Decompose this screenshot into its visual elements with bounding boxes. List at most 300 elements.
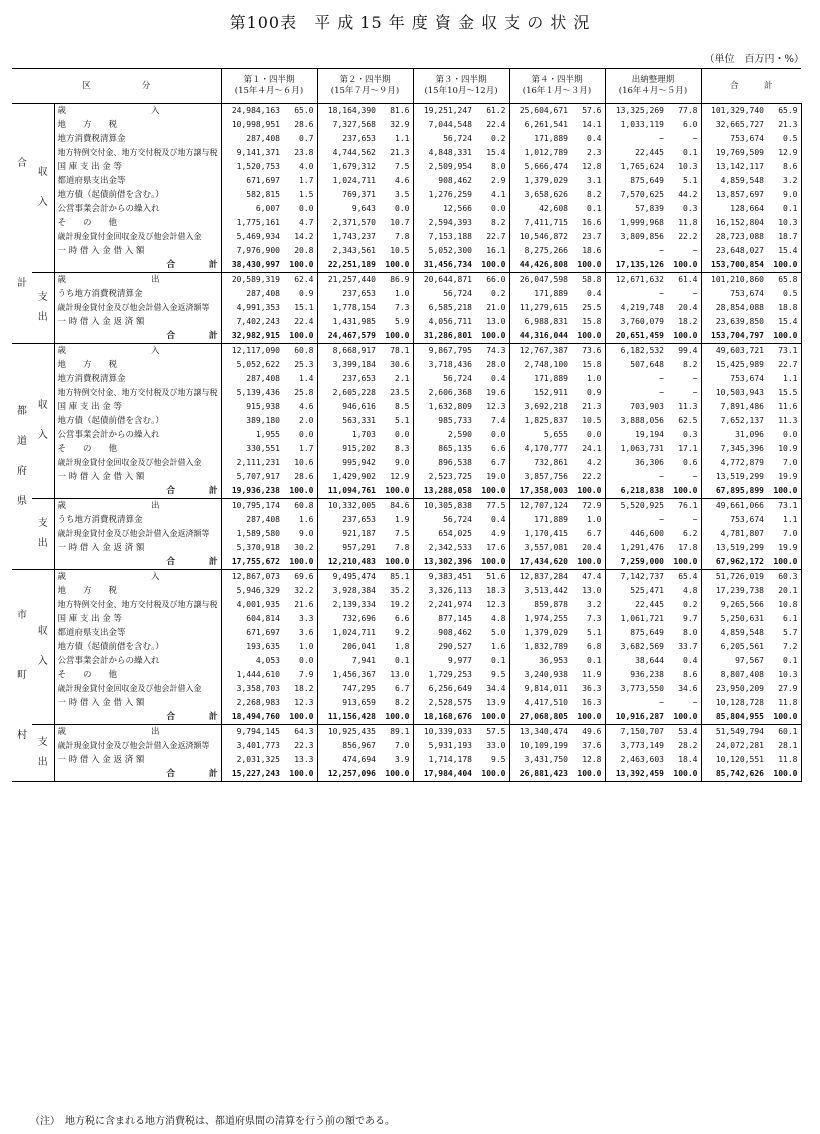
- percent-cell: 28.2: [667, 739, 701, 753]
- amount-cell: 38,644: [635, 656, 664, 665]
- amount-cell: 1,743,237: [332, 232, 376, 241]
- amount-cell: −: [659, 388, 664, 397]
- amount-cell: 3,760,079: [620, 317, 664, 326]
- table-row: [12, 344, 801, 359]
- percent-cell: 65.9: [767, 104, 801, 119]
- percent-cell: 8.6: [667, 668, 701, 682]
- percent-cell: 73.6: [571, 344, 605, 359]
- amount-cell: 330,551: [246, 444, 280, 453]
- amount-cell: 2,031,325: [236, 755, 280, 764]
- table-row: [12, 739, 801, 753]
- row-total-label: 合 計: [54, 258, 221, 273]
- amount-cell: 4,781,807: [720, 529, 764, 538]
- amount-cell: 171,889: [534, 289, 568, 298]
- percent-cell: 4.6: [379, 174, 413, 188]
- amount-cell: 31,456,734: [413, 258, 475, 273]
- percent-cell: 47.4: [571, 570, 605, 585]
- page-title: 第100表 平 成 15 年 度 資 金 収 支 の 状 況: [229, 13, 591, 32]
- amount-cell: 3,513,442: [524, 586, 568, 595]
- table-row: [12, 386, 801, 400]
- amount-cell: 604,814: [246, 614, 280, 623]
- percent-cell: 100.0: [767, 767, 801, 782]
- percent-cell: 100.0: [475, 767, 509, 782]
- amount-cell: 3,718,436: [428, 360, 472, 369]
- percent-cell: 12.9: [379, 470, 413, 484]
- amount-cell: 2,268,983: [236, 698, 280, 707]
- subsection-label: 収 入: [32, 570, 54, 725]
- percent-cell: 1.5: [283, 188, 317, 202]
- percent-cell: 69.6: [283, 570, 317, 585]
- percent-cell: 78.1: [379, 344, 413, 359]
- amount-cell: 5,250,631: [720, 614, 764, 623]
- amount-cell: 446,600: [630, 529, 664, 538]
- amount-cell: 10,305,838: [423, 501, 472, 510]
- amount-cell: 6,256,649: [428, 684, 472, 693]
- amount-cell: 56,724: [443, 134, 472, 143]
- amount-cell: 753,674: [730, 134, 764, 143]
- percent-cell: 4.0: [283, 160, 317, 174]
- percent-cell: 0.2: [667, 598, 701, 612]
- percent-cell: 5.1: [379, 414, 413, 428]
- percent-cell: 11.8: [667, 216, 701, 230]
- percent-cell: 10.3: [767, 668, 801, 682]
- percent-cell: 100.0: [667, 258, 701, 273]
- percent-cell: 0.0: [475, 202, 509, 216]
- percent-cell: −: [667, 244, 701, 258]
- table-row: [12, 654, 801, 668]
- percent-cell: 1.1: [767, 513, 801, 527]
- amount-cell: 769,371: [342, 190, 376, 199]
- amount-cell: 9,794,145: [236, 727, 280, 736]
- percent-cell: 0.4: [475, 513, 509, 527]
- percent-cell: −: [667, 696, 701, 710]
- row-label: 公営事業会計からの繰入れ: [54, 428, 221, 442]
- percent-cell: 15.8: [571, 315, 605, 329]
- amount-cell: 2,343,561: [332, 246, 376, 255]
- amount-cell: 10,339,033: [423, 727, 472, 736]
- table-row: [12, 442, 801, 456]
- row-label: 国 庫 支 出 金 等: [54, 612, 221, 626]
- amount-cell: 13,325,269: [615, 106, 664, 115]
- table-row: [12, 541, 801, 555]
- percent-cell: 0.2: [475, 287, 509, 301]
- percent-cell: 15.4: [767, 315, 801, 329]
- amount-cell: 7,411,715: [524, 218, 568, 227]
- row-label: 地方債（起債前借を含む。）: [54, 188, 221, 202]
- amount-cell: −: [659, 374, 664, 383]
- amount-cell: 18,494,760: [221, 710, 283, 725]
- amount-cell: 4,417,510: [524, 698, 568, 707]
- table-row: [12, 456, 801, 470]
- percent-cell: 1.0: [571, 372, 605, 386]
- amount-cell: 1,033,119: [620, 120, 664, 129]
- amount-cell: 5,370,918: [236, 543, 280, 552]
- amount-cell: 1,703: [351, 430, 376, 439]
- percent-cell: 19.0: [475, 470, 509, 484]
- percent-cell: 10.5: [571, 414, 605, 428]
- amount-cell: 32,982,915: [221, 329, 283, 344]
- amount-cell: 10,795,174: [231, 501, 280, 510]
- percent-cell: 11.3: [767, 414, 801, 428]
- amount-cell: 389,180: [246, 416, 280, 425]
- percent-cell: 15.8: [571, 358, 605, 372]
- table-row: [12, 160, 801, 174]
- table-row: [12, 188, 801, 202]
- amount-cell: 3,773,550: [620, 684, 664, 693]
- percent-cell: 100.0: [379, 484, 413, 499]
- percent-cell: 16.6: [571, 216, 605, 230]
- table-row: [12, 499, 801, 514]
- amount-cell: 9,814,011: [524, 684, 568, 693]
- table-row: [12, 329, 801, 344]
- percent-cell: 65.8: [767, 273, 801, 288]
- row-total-label: 合 計: [54, 555, 221, 570]
- amount-cell: 2,594,393: [428, 218, 472, 227]
- table-row: [12, 470, 801, 484]
- row-label: 地 方 税: [54, 118, 221, 132]
- percent-cell: 100.0: [667, 710, 701, 725]
- percent-cell: 100.0: [379, 258, 413, 273]
- row-label: 地 方 税: [54, 584, 221, 598]
- percent-cell: 17.6: [475, 541, 509, 555]
- amount-cell: 15,425,989: [715, 360, 764, 369]
- amount-cell: 671,697: [246, 176, 280, 185]
- header-q1: 第１・四半期 (15年４月〜６月): [221, 69, 317, 104]
- percent-cell: 25.5: [571, 301, 605, 315]
- amount-cell: 2,590: [447, 430, 472, 439]
- percent-cell: 44.2: [667, 188, 701, 202]
- amount-cell: 2,748,100: [524, 360, 568, 369]
- amount-cell: 3,557,081: [524, 543, 568, 552]
- percent-cell: 0.0: [283, 202, 317, 216]
- table-row: [12, 146, 801, 160]
- percent-cell: 100.0: [571, 767, 605, 782]
- amount-cell: 753,674: [730, 374, 764, 383]
- percent-cell: 7.9: [283, 668, 317, 682]
- percent-cell: 100.0: [379, 710, 413, 725]
- table-row: [12, 767, 801, 782]
- amount-cell: 287,408: [246, 134, 280, 143]
- amount-cell: 908,462: [438, 176, 472, 185]
- percent-cell: 9.0: [283, 527, 317, 541]
- amount-cell: 51,549,794: [715, 727, 764, 736]
- amount-cell: 17,239,738: [715, 586, 764, 595]
- amount-cell: 12,117,090: [231, 346, 280, 355]
- amount-cell: 1,456,367: [332, 670, 376, 679]
- amount-cell: 1,012,789: [524, 148, 568, 157]
- percent-cell: 0.1: [475, 654, 509, 668]
- percent-cell: 12.3: [475, 400, 509, 414]
- percent-cell: −: [667, 386, 701, 400]
- amount-cell: 17,434,620: [509, 555, 571, 570]
- row-label: 歳 入: [54, 104, 221, 119]
- amount-cell: 18,168,676: [413, 710, 475, 725]
- percent-cell: 28.6: [283, 470, 317, 484]
- amount-cell: 22,251,189: [317, 258, 379, 273]
- table-row: [12, 598, 801, 612]
- amount-cell: 13,519,299: [715, 472, 764, 481]
- percent-cell: 12.8: [571, 753, 605, 767]
- amount-cell: 17,135,126: [605, 258, 667, 273]
- amount-cell: 49,661,066: [715, 501, 764, 510]
- amount-cell: 5,666,474: [524, 162, 568, 171]
- percent-cell: 3.6: [283, 626, 317, 640]
- percent-cell: 100.0: [475, 329, 509, 344]
- percent-cell: 100.0: [667, 484, 701, 499]
- amount-cell: 10,546,872: [519, 232, 568, 241]
- percent-cell: 60.1: [767, 725, 801, 740]
- row-label: 地方消費税清算金: [54, 132, 221, 146]
- percent-cell: 73.1: [767, 499, 801, 514]
- table-row: [12, 570, 801, 585]
- amount-cell: 9,495,474: [332, 572, 376, 581]
- percent-cell: 5.0: [475, 626, 509, 640]
- amount-cell: 22,445: [635, 600, 664, 609]
- amount-cell: 875,649: [630, 176, 664, 185]
- row-total-label: 合 計: [54, 484, 221, 499]
- header-total: 合 計: [701, 69, 801, 104]
- amount-cell: 23,648,027: [715, 246, 764, 255]
- row-label: 歳 出: [54, 499, 221, 514]
- amount-cell: 10,109,199: [519, 741, 568, 750]
- percent-cell: 28.6: [283, 118, 317, 132]
- amount-cell: 36,306: [635, 458, 664, 467]
- amount-cell: 128,664: [730, 204, 764, 213]
- amount-cell: 4,744,562: [332, 148, 376, 157]
- percent-cell: 8.5: [379, 400, 413, 414]
- table-row: [12, 753, 801, 767]
- amount-cell: 12,210,483: [317, 555, 379, 570]
- amount-cell: 19,194: [635, 430, 664, 439]
- section-group-label: 市 町 村: [12, 570, 32, 782]
- amount-cell: 5,520,925: [620, 501, 664, 510]
- percent-cell: 22.2: [667, 230, 701, 244]
- percent-cell: 17.8: [667, 541, 701, 555]
- amount-cell: 67,895,899: [701, 484, 767, 499]
- percent-cell: 10.6: [283, 456, 317, 470]
- amount-cell: 32,665,727: [715, 120, 764, 129]
- amount-cell: 12,767,387: [519, 346, 568, 355]
- percent-cell: 0.9: [283, 287, 317, 301]
- percent-cell: 7.0: [767, 527, 801, 541]
- percent-cell: 0.4: [475, 372, 509, 386]
- percent-cell: 7.5: [379, 527, 413, 541]
- amount-cell: 7,570,625: [620, 190, 664, 199]
- percent-cell: 6.7: [571, 527, 605, 541]
- percent-cell: −: [667, 287, 701, 301]
- percent-cell: 6.2: [667, 527, 701, 541]
- percent-cell: 1.1: [767, 372, 801, 386]
- amount-cell: 13,142,117: [715, 162, 764, 171]
- percent-cell: 12.3: [475, 598, 509, 612]
- percent-cell: 0.0: [767, 428, 801, 442]
- percent-cell: 21.3: [571, 400, 605, 414]
- amount-cell: 12,867,073: [231, 572, 280, 581]
- percent-cell: 18.2: [283, 682, 317, 696]
- percent-cell: 1.0: [283, 640, 317, 654]
- percent-cell: 57.5: [475, 725, 509, 740]
- row-label: 地方特例交付金、地方交付税及び地方譲与税: [54, 386, 221, 400]
- subsection-label: 収 入: [32, 344, 54, 499]
- percent-cell: 22.4: [475, 118, 509, 132]
- amount-cell: 896,538: [438, 458, 472, 467]
- amount-cell: 21,257,440: [327, 275, 376, 284]
- percent-cell: 23.7: [571, 230, 605, 244]
- percent-cell: 6.8: [571, 640, 605, 654]
- table-row: [12, 244, 801, 258]
- percent-cell: 10.7: [379, 216, 413, 230]
- row-label: 一 時 借 入 金 返 済 額: [54, 753, 221, 767]
- percent-cell: 9.7: [667, 612, 701, 626]
- table-row: [12, 202, 801, 216]
- row-label: 地方特例交付金、地方交付税及び地方譲与税: [54, 146, 221, 160]
- percent-cell: 9.0: [767, 188, 801, 202]
- percent-cell: 11.9: [571, 668, 605, 682]
- percent-cell: 28.1: [767, 739, 801, 753]
- percent-cell: 15.1: [283, 301, 317, 315]
- percent-cell: 8.2: [379, 696, 413, 710]
- percent-cell: 13.0: [571, 584, 605, 598]
- percent-cell: 21.6: [283, 598, 317, 612]
- percent-cell: 15.4: [475, 146, 509, 160]
- amount-cell: 877,145: [438, 614, 472, 623]
- row-label: 歳計現金貸付金回収金及び他会計借入金: [54, 230, 221, 244]
- amount-cell: 12,566: [443, 204, 472, 213]
- table-row: [12, 428, 801, 442]
- amount-cell: 1,024,711: [332, 176, 376, 185]
- percent-cell: 1.7: [283, 174, 317, 188]
- amount-cell: 7,142,737: [620, 572, 664, 581]
- amount-cell: 1,632,809: [428, 402, 472, 411]
- amount-cell: 24,467,579: [317, 329, 379, 344]
- amount-cell: 3,326,113: [428, 586, 472, 595]
- amount-cell: 13,288,058: [413, 484, 475, 499]
- section-group-label: 都 道 府 県: [12, 344, 32, 570]
- amount-cell: 2,139,334: [332, 600, 376, 609]
- amount-cell: 237,653: [342, 515, 376, 524]
- amount-cell: 1,955: [255, 430, 280, 439]
- amount-cell: 24,072,281: [715, 741, 764, 750]
- row-label: 地方債（起債前借を含む。）: [54, 414, 221, 428]
- row-label: 地方債（起債前借を含む。）: [54, 640, 221, 654]
- percent-cell: 7.8: [379, 541, 413, 555]
- percent-cell: 100.0: [283, 329, 317, 344]
- percent-cell: 6.1: [767, 612, 801, 626]
- percent-cell: 6.7: [475, 456, 509, 470]
- percent-cell: 60.8: [283, 344, 317, 359]
- row-label: 歳計現金貸付金回収金及び他会計借入金: [54, 682, 221, 696]
- row-label: 歳計現金貸付金回収金及び他会計借入金: [54, 456, 221, 470]
- percent-cell: 7.3: [571, 612, 605, 626]
- percent-cell: 2.1: [379, 372, 413, 386]
- amount-cell: 2,371,570: [332, 218, 376, 227]
- amount-cell: 171,889: [534, 134, 568, 143]
- percent-cell: 3.5: [379, 188, 413, 202]
- percent-cell: 0.9: [571, 386, 605, 400]
- amount-cell: 56,724: [443, 515, 472, 524]
- row-label: 都道府県支出金等: [54, 174, 221, 188]
- amount-cell: 19,769,509: [715, 148, 764, 157]
- amount-cell: 237,653: [342, 134, 376, 143]
- amount-cell: 913,659: [342, 698, 376, 707]
- percent-cell: 30.6: [379, 358, 413, 372]
- amount-cell: 38,430,997: [221, 258, 283, 273]
- amount-cell: 10,998,951: [231, 120, 280, 129]
- percent-cell: −: [667, 470, 701, 484]
- amount-cell: 44,316,044: [509, 329, 571, 344]
- percent-cell: 1.7: [283, 442, 317, 456]
- percent-cell: 0.0: [283, 428, 317, 442]
- amount-cell: 2,241,974: [428, 600, 472, 609]
- amount-cell: −: [659, 515, 664, 524]
- percent-cell: 22.3: [283, 739, 317, 753]
- amount-cell: 17,358,003: [509, 484, 571, 499]
- percent-cell: 65.0: [283, 104, 317, 119]
- amount-cell: 915,202: [342, 444, 376, 453]
- amount-cell: 5,052,300: [428, 246, 472, 255]
- percent-cell: 11.8: [767, 753, 801, 767]
- row-label: 歳計現金貸付金及び他会計借入金返済額等: [54, 527, 221, 541]
- amount-cell: 20,589,319: [231, 275, 280, 284]
- section-group-label: 合 計: [12, 104, 32, 344]
- table-row: [12, 584, 801, 598]
- percent-cell: 100.0: [767, 710, 801, 725]
- percent-cell: 0.3: [667, 428, 701, 442]
- amount-cell: 25,604,671: [519, 106, 568, 115]
- percent-cell: 77.5: [475, 499, 509, 514]
- amount-cell: 7,327,568: [332, 120, 376, 129]
- percent-cell: 6.7: [379, 682, 413, 696]
- row-label: 一 時 借 入 金 返 済 額: [54, 315, 221, 329]
- percent-cell: 4.8: [667, 584, 701, 598]
- percent-cell: 2.3: [571, 146, 605, 160]
- amount-cell: 6,261,541: [524, 120, 568, 129]
- amount-cell: 474,694: [342, 755, 376, 764]
- amount-cell: 856,967: [342, 741, 376, 750]
- amount-cell: 12,257,096: [317, 767, 379, 782]
- amount-cell: 171,889: [534, 374, 568, 383]
- percent-cell: 21.0: [475, 301, 509, 315]
- amount-cell: 9,141,371: [236, 148, 280, 157]
- row-label: うち地方消費税清算金: [54, 513, 221, 527]
- table-row: [12, 230, 801, 244]
- amount-cell: 4,991,353: [236, 303, 280, 312]
- amount-cell: 3,358,703: [236, 684, 280, 693]
- amount-cell: 2,463,603: [620, 755, 664, 764]
- amount-cell: 3,888,056: [620, 416, 664, 425]
- row-label: 国 庫 支 出 金 等: [54, 160, 221, 174]
- percent-cell: 6.0: [667, 118, 701, 132]
- percent-cell: 53.4: [667, 725, 701, 740]
- amount-cell: 2,528,575: [428, 698, 472, 707]
- amount-cell: 36,953: [539, 656, 568, 665]
- amount-cell: 9,867,795: [428, 346, 472, 355]
- percent-cell: 33.0: [475, 739, 509, 753]
- table-row: [12, 372, 801, 386]
- table-row: [12, 132, 801, 146]
- amount-cell: 4,053: [255, 656, 280, 665]
- percent-cell: 100.0: [767, 484, 801, 499]
- amount-cell: 4,859,548: [720, 628, 764, 637]
- amount-cell: 2,111,231: [236, 458, 280, 467]
- amount-cell: 1,276,259: [428, 190, 472, 199]
- percent-cell: 27.9: [767, 682, 801, 696]
- amount-cell: 67,962,172: [701, 555, 767, 570]
- table-row: [12, 640, 801, 654]
- amount-cell: 51,726,019: [715, 572, 764, 581]
- percent-cell: 7.4: [475, 414, 509, 428]
- amount-cell: 732,696: [342, 614, 376, 623]
